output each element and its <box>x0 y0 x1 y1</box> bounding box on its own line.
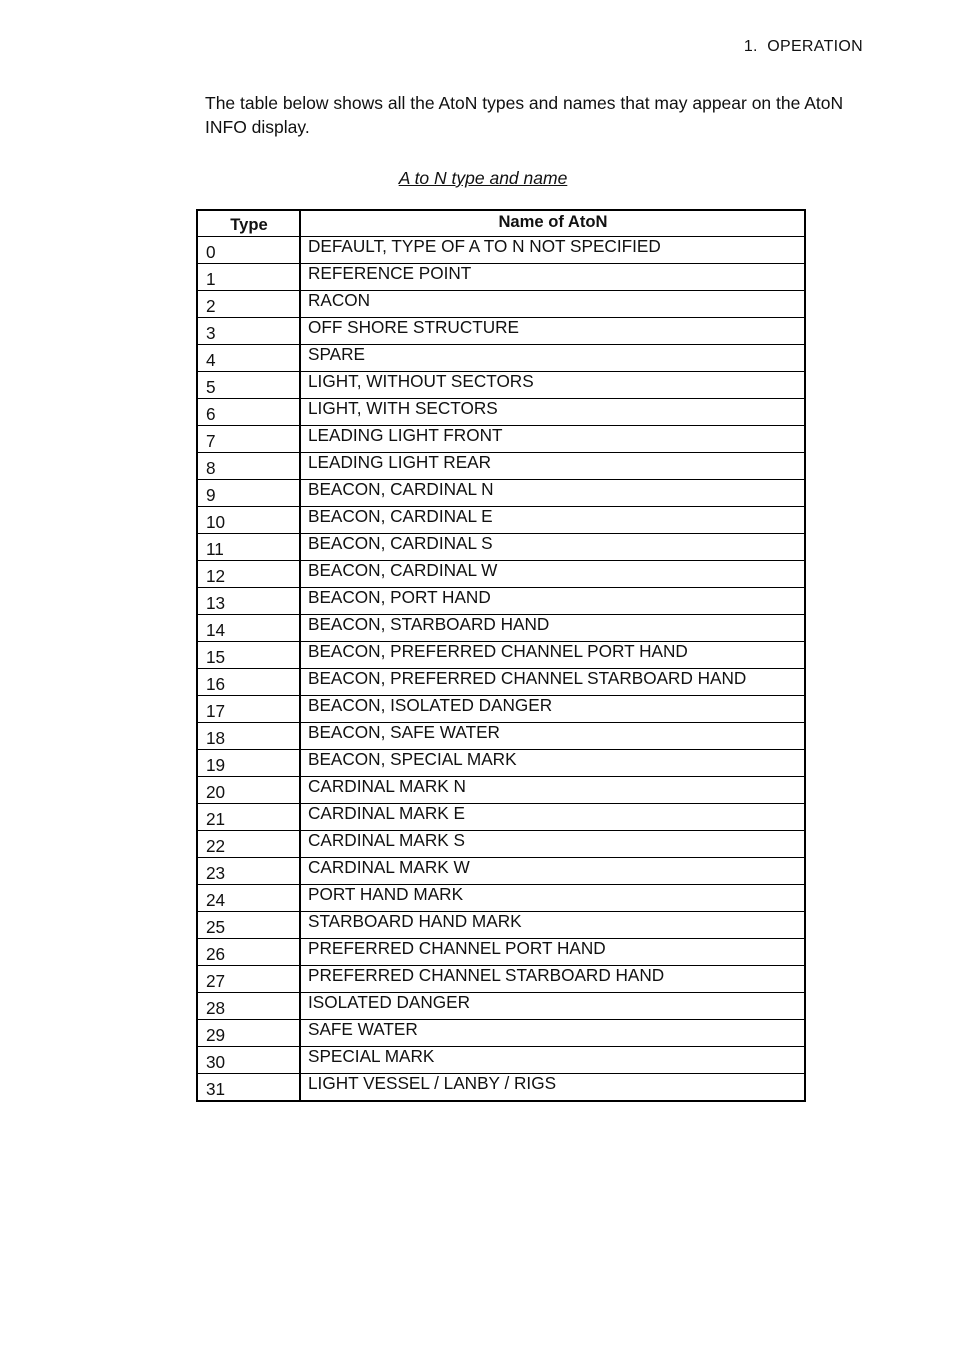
aton-type-number: 14 <box>197 615 300 642</box>
table-row <box>197 696 805 723</box>
aton-type-name: BEACON, CARDINAL S <box>300 534 805 561</box>
table-row <box>197 858 805 885</box>
table-body <box>197 237 805 1102</box>
table-row <box>197 399 805 426</box>
column-header-name: Name of AtoN <box>300 210 805 237</box>
aton-type-number: 24 <box>197 885 300 912</box>
table-row <box>197 345 805 372</box>
aton-type-number: 25 <box>197 912 300 939</box>
table-header-row <box>197 210 805 237</box>
aton-type-name: PORT HAND MARK <box>300 885 805 912</box>
aton-type-name: BEACON, SPECIAL MARK <box>300 750 805 777</box>
aton-type-number: 15 <box>197 642 300 669</box>
aton-type-name: BEACON, CARDINAL N <box>300 480 805 507</box>
aton-type-name: BEACON, PREFERRED CHANNEL PORT HAND <box>300 642 805 669</box>
aton-type-number: 7 <box>197 426 300 453</box>
aton-type-number: 3 <box>197 318 300 345</box>
table-caption: A to N type and name <box>398 168 568 188</box>
table-row <box>197 453 805 480</box>
aton-type-name: BEACON, PORT HAND <box>300 588 805 615</box>
aton-type-number: 19 <box>197 750 300 777</box>
aton-type-number: 20 <box>197 777 300 804</box>
aton-type-number: 30 <box>197 1047 300 1074</box>
aton-type-name: ISOLATED DANGER <box>300 993 805 1020</box>
table-row <box>197 1020 805 1047</box>
aton-type-name: BEACON, CARDINAL W <box>300 561 805 588</box>
table-row <box>197 426 805 453</box>
aton-type-name: LEADING LIGHT REAR <box>300 453 805 480</box>
aton-type-number: 29 <box>197 1020 300 1047</box>
table-row <box>197 264 805 291</box>
aton-type-name: STARBOARD HAND MARK <box>300 912 805 939</box>
aton-type-number: 6 <box>197 399 300 426</box>
aton-type-name: LIGHT, WITH SECTORS <box>300 399 805 426</box>
aton-type-name: BEACON, CARDINAL E <box>300 507 805 534</box>
table-row <box>197 615 805 642</box>
aton-type-number: 5 <box>197 372 300 399</box>
aton-type-name: LEADING LIGHT FRONT <box>300 426 805 453</box>
aton-type-number: 21 <box>197 804 300 831</box>
aton-type-name: SPECIAL MARK <box>300 1047 805 1074</box>
table-row <box>197 723 805 750</box>
aton-type-table <box>196 209 806 1102</box>
aton-type-name: PREFERRED CHANNEL PORT HAND <box>300 939 805 966</box>
table-row <box>197 1074 805 1102</box>
table-row <box>197 1047 805 1074</box>
aton-type-name: BEACON, PREFERRED CHANNEL STARBOARD HAND <box>300 669 805 696</box>
aton-type-number: 27 <box>197 966 300 993</box>
table-row <box>197 507 805 534</box>
table-row <box>197 804 805 831</box>
aton-type-number: 23 <box>197 858 300 885</box>
table-row <box>197 750 805 777</box>
aton-type-number: 18 <box>197 723 300 750</box>
aton-type-name: LIGHT, WITHOUT SECTORS <box>300 372 805 399</box>
table-row <box>197 561 805 588</box>
aton-type-name: OFF SHORE STRUCTURE <box>300 318 805 345</box>
column-header-type: Type <box>197 210 300 237</box>
table-row <box>197 831 805 858</box>
table-row <box>197 318 805 345</box>
table-row <box>197 588 805 615</box>
aton-type-number: 13 <box>197 588 300 615</box>
table-row <box>197 885 805 912</box>
aton-type-number: 10 <box>197 507 300 534</box>
aton-type-name: LIGHT VESSEL / LANBY / RIGS <box>300 1074 805 1102</box>
aton-type-number: 16 <box>197 669 300 696</box>
aton-type-number: 8 <box>197 453 300 480</box>
aton-type-name: CARDINAL MARK E <box>300 804 805 831</box>
aton-type-number: 17 <box>197 696 300 723</box>
aton-type-name: CARDINAL MARK S <box>300 831 805 858</box>
aton-type-number: 9 <box>197 480 300 507</box>
aton-type-number: 2 <box>197 291 300 318</box>
table-row <box>197 480 805 507</box>
aton-type-name: CARDINAL MARK N <box>300 777 805 804</box>
aton-type-name: REFERENCE POINT <box>300 264 805 291</box>
aton-type-name: SAFE WATER <box>300 1020 805 1047</box>
aton-type-name: CARDINAL MARK W <box>300 858 805 885</box>
table-row <box>197 966 805 993</box>
table-row <box>197 669 805 696</box>
table-row <box>197 939 805 966</box>
aton-type-name: DEFAULT, TYPE OF A TO N NOT SPECIFIED <box>300 237 805 264</box>
section-header: 1. OPERATION <box>743 38 863 55</box>
aton-type-number: 4 <box>197 345 300 372</box>
aton-type-name: PREFERRED CHANNEL STARBOARD HAND <box>300 966 805 993</box>
aton-type-number: 28 <box>197 993 300 1020</box>
aton-type-name: RACON <box>300 291 805 318</box>
intro-paragraph: The table below shows all the AtoN types and names that may appear on the AtoN INFO display. <box>205 93 844 137</box>
aton-type-number: 31 <box>197 1074 300 1102</box>
aton-type-name: BEACON, SAFE WATER <box>300 723 805 750</box>
aton-type-number: 0 <box>197 237 300 264</box>
aton-type-number: 22 <box>197 831 300 858</box>
table-row <box>197 777 805 804</box>
table-row <box>197 534 805 561</box>
table-row <box>197 912 805 939</box>
aton-type-name: BEACON, ISOLATED DANGER <box>300 696 805 723</box>
aton-type-name: SPARE <box>300 345 805 372</box>
aton-type-number: 26 <box>197 939 300 966</box>
aton-type-name: BEACON, STARBOARD HAND <box>300 615 805 642</box>
aton-type-number: 11 <box>197 534 300 561</box>
table-row <box>197 372 805 399</box>
table-row <box>197 291 805 318</box>
table-row <box>197 237 805 264</box>
aton-type-number: 1 <box>197 264 300 291</box>
table-row <box>197 993 805 1020</box>
table-row <box>197 642 805 669</box>
aton-type-number: 12 <box>197 561 300 588</box>
